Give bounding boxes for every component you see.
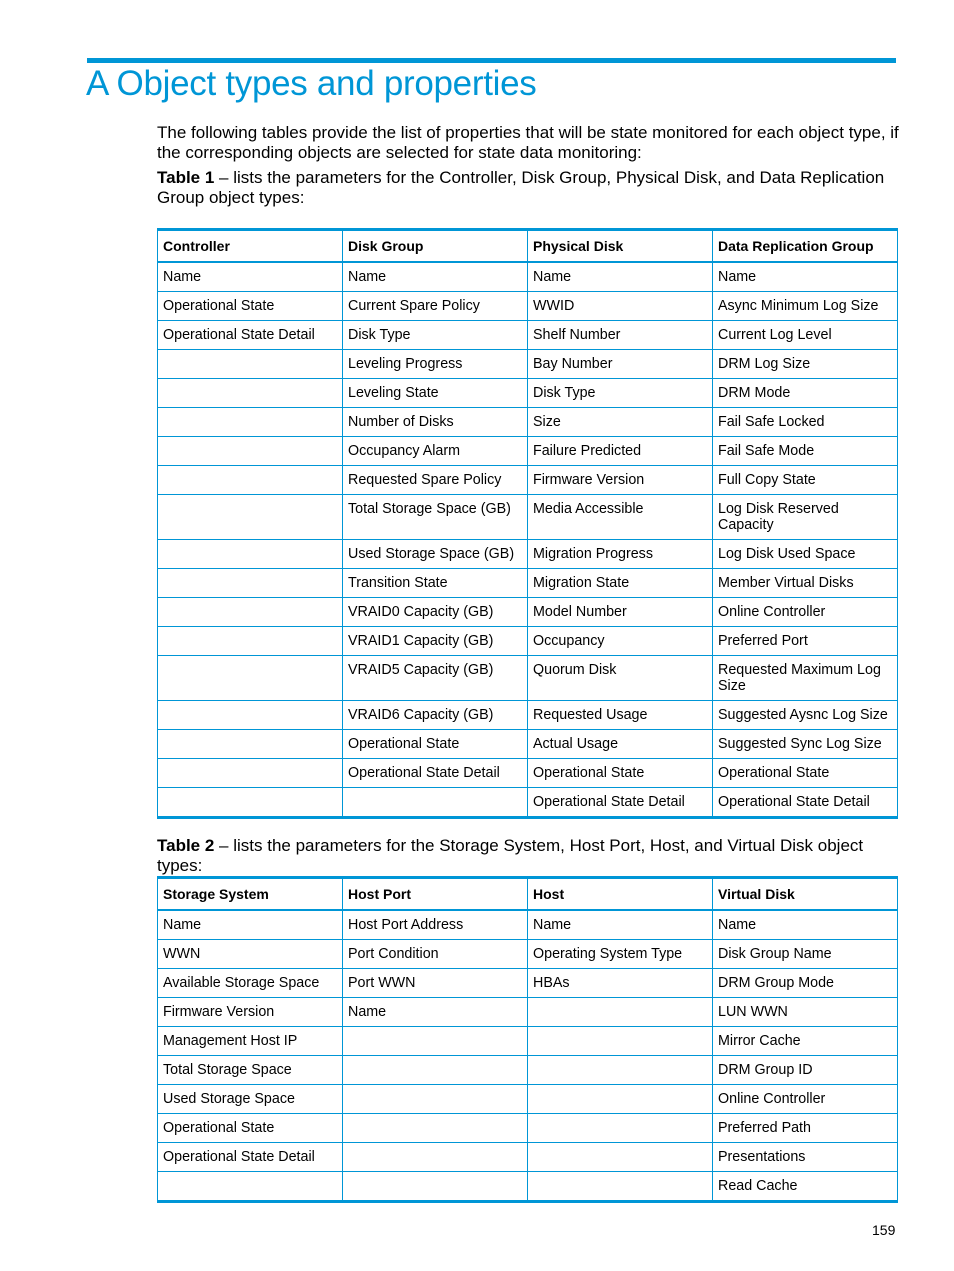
table-cell: Total Storage Space (GB) bbox=[343, 494, 528, 539]
table-row bbox=[158, 939, 898, 968]
column-header: Storage System bbox=[158, 878, 343, 910]
table-row bbox=[158, 1113, 898, 1142]
table1-header bbox=[158, 230, 898, 262]
table-cell: Operational State Detail bbox=[343, 758, 528, 787]
column-header: Host Port bbox=[343, 878, 528, 910]
table-cell: Current Spare Policy bbox=[343, 291, 528, 320]
table-cell: Requested Usage bbox=[528, 700, 713, 729]
intro-paragraph: The following tables provide the list of properties that will be state monitored for each object type, if the corresponding objects are selected for state data monitoring: bbox=[157, 123, 899, 162]
table1-body bbox=[158, 262, 898, 818]
table-cell: Disk Type bbox=[528, 378, 713, 407]
table-cell bbox=[158, 1171, 343, 1201]
table-cell: Fail Safe Locked bbox=[713, 407, 898, 436]
table-row bbox=[158, 787, 898, 817]
table-row bbox=[158, 568, 898, 597]
table-cell: Disk Type bbox=[343, 320, 528, 349]
table-cell: Migration State bbox=[528, 568, 713, 597]
page-title: A Object types and properties bbox=[86, 64, 537, 103]
table-row bbox=[158, 349, 898, 378]
table-cell: Number of Disks bbox=[343, 407, 528, 436]
column-header: Data Replication Group bbox=[713, 230, 898, 262]
table-row bbox=[158, 758, 898, 787]
table-cell bbox=[528, 1084, 713, 1113]
table-row bbox=[158, 465, 898, 494]
table2-caption-text: – lists the parameters for the Storage System, Host Port, Host, and Virtual Disk object types: bbox=[157, 836, 864, 875]
table-cell: Name bbox=[528, 262, 713, 292]
table-row bbox=[158, 626, 898, 655]
table-cell: Leveling Progress bbox=[343, 349, 528, 378]
table1 bbox=[157, 228, 898, 819]
table-row bbox=[158, 997, 898, 1026]
table-cell bbox=[158, 787, 343, 817]
table-row bbox=[158, 262, 898, 292]
table-cell: Name bbox=[528, 910, 713, 940]
table2-header bbox=[158, 878, 898, 910]
table-cell: Operational State bbox=[713, 758, 898, 787]
table-cell bbox=[343, 1113, 528, 1142]
table-cell: DRM Group ID bbox=[713, 1055, 898, 1084]
table-cell: Operating System Type bbox=[528, 939, 713, 968]
table-cell: VRAID6 Capacity (GB) bbox=[343, 700, 528, 729]
table-cell bbox=[158, 436, 343, 465]
table-cell bbox=[158, 349, 343, 378]
table-cell: Name bbox=[713, 910, 898, 940]
table-cell: Requested Maximum Log Size bbox=[713, 655, 898, 700]
column-header: Virtual Disk bbox=[713, 878, 898, 910]
table-cell: Shelf Number bbox=[528, 320, 713, 349]
table-cell: Preferred Path bbox=[713, 1113, 898, 1142]
title-rule bbox=[87, 58, 896, 63]
table1-caption-label: Table 1 bbox=[157, 168, 215, 187]
table-cell: Operational State Detail bbox=[158, 1142, 343, 1171]
table-cell: Operational State bbox=[158, 291, 343, 320]
table-cell: Suggested Aysnc Log Size bbox=[713, 700, 898, 729]
table2-caption bbox=[157, 836, 902, 876]
table-cell bbox=[528, 1171, 713, 1201]
table-cell: Name bbox=[343, 262, 528, 292]
table-cell: Media Accessible bbox=[528, 494, 713, 539]
table-cell: VRAID5 Capacity (GB) bbox=[343, 655, 528, 700]
table-cell: DRM Log Size bbox=[713, 349, 898, 378]
column-header: Physical Disk bbox=[528, 230, 713, 262]
page-number: 159 bbox=[872, 1222, 896, 1238]
table2 bbox=[157, 876, 898, 1203]
table-cell bbox=[158, 568, 343, 597]
table-cell: Mirror Cache bbox=[713, 1026, 898, 1055]
table-cell bbox=[343, 787, 528, 817]
table-cell bbox=[343, 1142, 528, 1171]
table-cell: Presentations bbox=[713, 1142, 898, 1171]
table-cell: Name bbox=[158, 262, 343, 292]
table-cell: Actual Usage bbox=[528, 729, 713, 758]
table-cell: Online Controller bbox=[713, 597, 898, 626]
table-cell: VRAID1 Capacity (GB) bbox=[343, 626, 528, 655]
table-row bbox=[158, 1084, 898, 1113]
table-cell bbox=[343, 1171, 528, 1201]
table2-body bbox=[158, 910, 898, 1202]
table-cell: Operational State bbox=[528, 758, 713, 787]
table-row bbox=[158, 494, 898, 539]
table-cell: Operational State Detail bbox=[713, 787, 898, 817]
table-cell: Current Log Level bbox=[713, 320, 898, 349]
table-row bbox=[158, 968, 898, 997]
table-cell bbox=[158, 494, 343, 539]
table-row bbox=[158, 1026, 898, 1055]
table-cell: Preferred Port bbox=[713, 626, 898, 655]
table-cell: Requested Spare Policy bbox=[343, 465, 528, 494]
table-cell: Leveling State bbox=[343, 378, 528, 407]
table-cell: WWID bbox=[528, 291, 713, 320]
table-cell: Port WWN bbox=[343, 968, 528, 997]
table-cell: Migration Progress bbox=[528, 539, 713, 568]
table-cell: Failure Predicted bbox=[528, 436, 713, 465]
table-row bbox=[158, 597, 898, 626]
table-cell bbox=[528, 1142, 713, 1171]
table-cell: Quorum Disk bbox=[528, 655, 713, 700]
table-cell: Firmware Version bbox=[528, 465, 713, 494]
table-cell: Operational State Detail bbox=[528, 787, 713, 817]
table-row bbox=[158, 436, 898, 465]
table-cell: Management Host IP bbox=[158, 1026, 343, 1055]
table-cell bbox=[158, 655, 343, 700]
table-row bbox=[158, 378, 898, 407]
table-cell: WWN bbox=[158, 939, 343, 968]
table-cell: Member Virtual Disks bbox=[713, 568, 898, 597]
table-cell: Fail Safe Mode bbox=[713, 436, 898, 465]
table-row bbox=[158, 291, 898, 320]
column-header: Host bbox=[528, 878, 713, 910]
table-cell bbox=[343, 1055, 528, 1084]
column-header: Controller bbox=[158, 230, 343, 262]
table-cell: Disk Group Name bbox=[713, 939, 898, 968]
table-cell bbox=[158, 758, 343, 787]
table-cell: LUN WWN bbox=[713, 997, 898, 1026]
table-cell: Log Disk Reserved Capacity bbox=[713, 494, 898, 539]
table-row bbox=[158, 729, 898, 758]
table1-caption bbox=[157, 168, 902, 208]
table-cell: Operational State bbox=[158, 1113, 343, 1142]
table-row bbox=[158, 1055, 898, 1084]
table-row bbox=[158, 320, 898, 349]
table-cell: Host Port Address bbox=[343, 910, 528, 940]
table-cell: Name bbox=[343, 997, 528, 1026]
table-cell: Name bbox=[158, 910, 343, 940]
table-cell bbox=[158, 407, 343, 436]
table-cell bbox=[528, 1026, 713, 1055]
table-cell: Size bbox=[528, 407, 713, 436]
table-cell: Async Minimum Log Size bbox=[713, 291, 898, 320]
table-cell: Transition State bbox=[343, 568, 528, 597]
table-cell bbox=[528, 997, 713, 1026]
table-cell: Full Copy State bbox=[713, 465, 898, 494]
table-cell: Operational State bbox=[343, 729, 528, 758]
table-cell bbox=[343, 1026, 528, 1055]
table-cell: VRAID0 Capacity (GB) bbox=[343, 597, 528, 626]
table-header-row bbox=[158, 878, 898, 910]
table-header-row bbox=[158, 230, 898, 262]
table-cell: Used Storage Space (GB) bbox=[343, 539, 528, 568]
table-cell: Occupancy bbox=[528, 626, 713, 655]
table-cell: DRM Group Mode bbox=[713, 968, 898, 997]
table-cell: Model Number bbox=[528, 597, 713, 626]
table-cell bbox=[343, 1084, 528, 1113]
table-row bbox=[158, 1171, 898, 1201]
table-cell: Online Controller bbox=[713, 1084, 898, 1113]
table-cell bbox=[158, 626, 343, 655]
table-cell bbox=[528, 1113, 713, 1142]
table-cell bbox=[528, 1055, 713, 1084]
table-cell bbox=[158, 729, 343, 758]
table-cell: DRM Mode bbox=[713, 378, 898, 407]
table-cell bbox=[158, 539, 343, 568]
table2-caption-label: Table 2 bbox=[157, 836, 215, 855]
table-cell: Operational State Detail bbox=[158, 320, 343, 349]
table-cell bbox=[158, 597, 343, 626]
table-cell: Name bbox=[713, 262, 898, 292]
table-row bbox=[158, 910, 898, 940]
table-cell bbox=[158, 700, 343, 729]
table-cell: Port Condition bbox=[343, 939, 528, 968]
table-cell: Used Storage Space bbox=[158, 1084, 343, 1113]
table1-caption-text: – lists the parameters for the Controller, Disk Group, Physical Disk, and Data Replication Group object types: bbox=[157, 168, 885, 207]
table-cell: Log Disk Used Space bbox=[713, 539, 898, 568]
table-cell: Total Storage Space bbox=[158, 1055, 343, 1084]
table-cell bbox=[158, 465, 343, 494]
table-cell: Occupancy Alarm bbox=[343, 436, 528, 465]
table-cell: Available Storage Space bbox=[158, 968, 343, 997]
table-row bbox=[158, 1142, 898, 1171]
table-cell: Firmware Version bbox=[158, 997, 343, 1026]
table-cell: Suggested Sync Log Size bbox=[713, 729, 898, 758]
table-cell: Bay Number bbox=[528, 349, 713, 378]
table-cell: HBAs bbox=[528, 968, 713, 997]
table-row bbox=[158, 539, 898, 568]
column-header: Disk Group bbox=[343, 230, 528, 262]
table-row bbox=[158, 655, 898, 700]
table-row bbox=[158, 407, 898, 436]
table-row bbox=[158, 700, 898, 729]
table-cell: Read Cache bbox=[713, 1171, 898, 1201]
table-cell bbox=[158, 378, 343, 407]
